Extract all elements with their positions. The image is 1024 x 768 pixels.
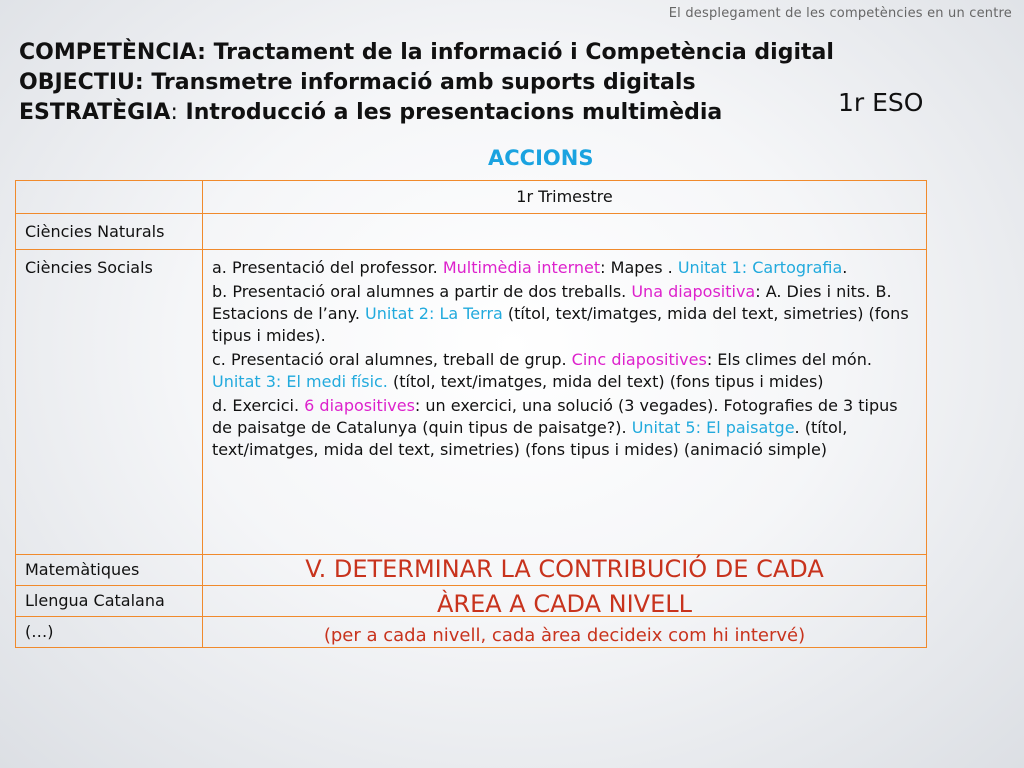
action-item-d: d. Exercici. 6 diapositives: un exercici, una solució (3 vegades). Fotografies de 3 tipus de paisatge de Catalunya (quin tipus de paisatge?). Unitat 5: El paisatge. (títol, text/imatges, mida del text, simetries) (fons tipus i mides) (animació simple) (212, 396, 898, 459)
overlay-subtitle: (per a cada nivell, cada àrea decideix com hi intervé) (323, 625, 806, 646)
subject-matematiques: Matemàtiques (16, 555, 203, 586)
strategy-line (19, 98, 834, 128)
unit-highlight: Unitat 5: El paisatge (631, 418, 795, 437)
table-row (16, 214, 927, 250)
slide-top-note: El desplegament de les competències en un centre (668, 6, 1012, 21)
strategy-separator: : (170, 100, 178, 125)
table-corner-cell (16, 181, 203, 214)
resource-highlight: 6 diapositives (304, 396, 415, 415)
action-item-c: c. Presentació oral alumnes, treball de grup. Cinc diapositives: Els climes del món. Unitat 3: El medi físic. (títol, text/imatges, mida del text) (fons tipus i mides) (212, 350, 872, 391)
subject-catalana: Llengua Catalana (16, 586, 203, 617)
socials-actions-cell (203, 250, 927, 555)
actions-title: ACCIONS (488, 146, 594, 170)
resource-highlight: Cinc diapositives (571, 350, 707, 369)
competence-line: COMPETÈNCIA: Tractament de la informació i Competència digital (19, 40, 834, 65)
table-header-row (16, 181, 927, 214)
objective-line: OBJECTIU: Transmetre informació amb suports digitals (19, 70, 696, 95)
subject-naturals: Ciències Naturals (16, 214, 203, 250)
term-header: 1r Trimestre (203, 181, 927, 214)
course-level: 1r ESO (838, 88, 924, 117)
action-item-a: a. Presentació del professor. Multimèdia internet: Mapes . Unitat 1: Cartografia. (212, 258, 848, 277)
unit-highlight: Unitat 3: El medi físic. (212, 372, 388, 391)
subject-socials: Ciències Socials (16, 250, 203, 555)
strategy-label: ESTRATÈGIA (19, 100, 171, 125)
naturals-actions-cell (203, 214, 927, 250)
strategy-text: Introducció a les presentacions multimèdia (177, 100, 723, 125)
subject-etc: (…) (16, 617, 203, 648)
table-row (16, 250, 927, 555)
overlay-title-line2: ÀREA A CADA NIVELL (437, 590, 692, 618)
unit-highlight: Unitat 1: Cartografia (677, 258, 843, 277)
action-item-b: b. Presentació oral alumnes a partir de dos treballs. Una diapositiva: A. Dies i nits. B. Estacions de l’any. Unitat 2: La Terra (títol, text/imatges, mida del text, simetries) (fons tipus i mides). (212, 282, 909, 345)
slide-heading (19, 38, 834, 128)
resource-highlight: Una diapositiva (631, 282, 756, 301)
unit-highlight: Unitat 2: La Terra (365, 304, 503, 323)
resource-highlight: Multimèdia internet (442, 258, 601, 277)
overlay-title-line1: V. DETERMINAR LA CONTRIBUCIÓ DE CADA (305, 555, 824, 583)
